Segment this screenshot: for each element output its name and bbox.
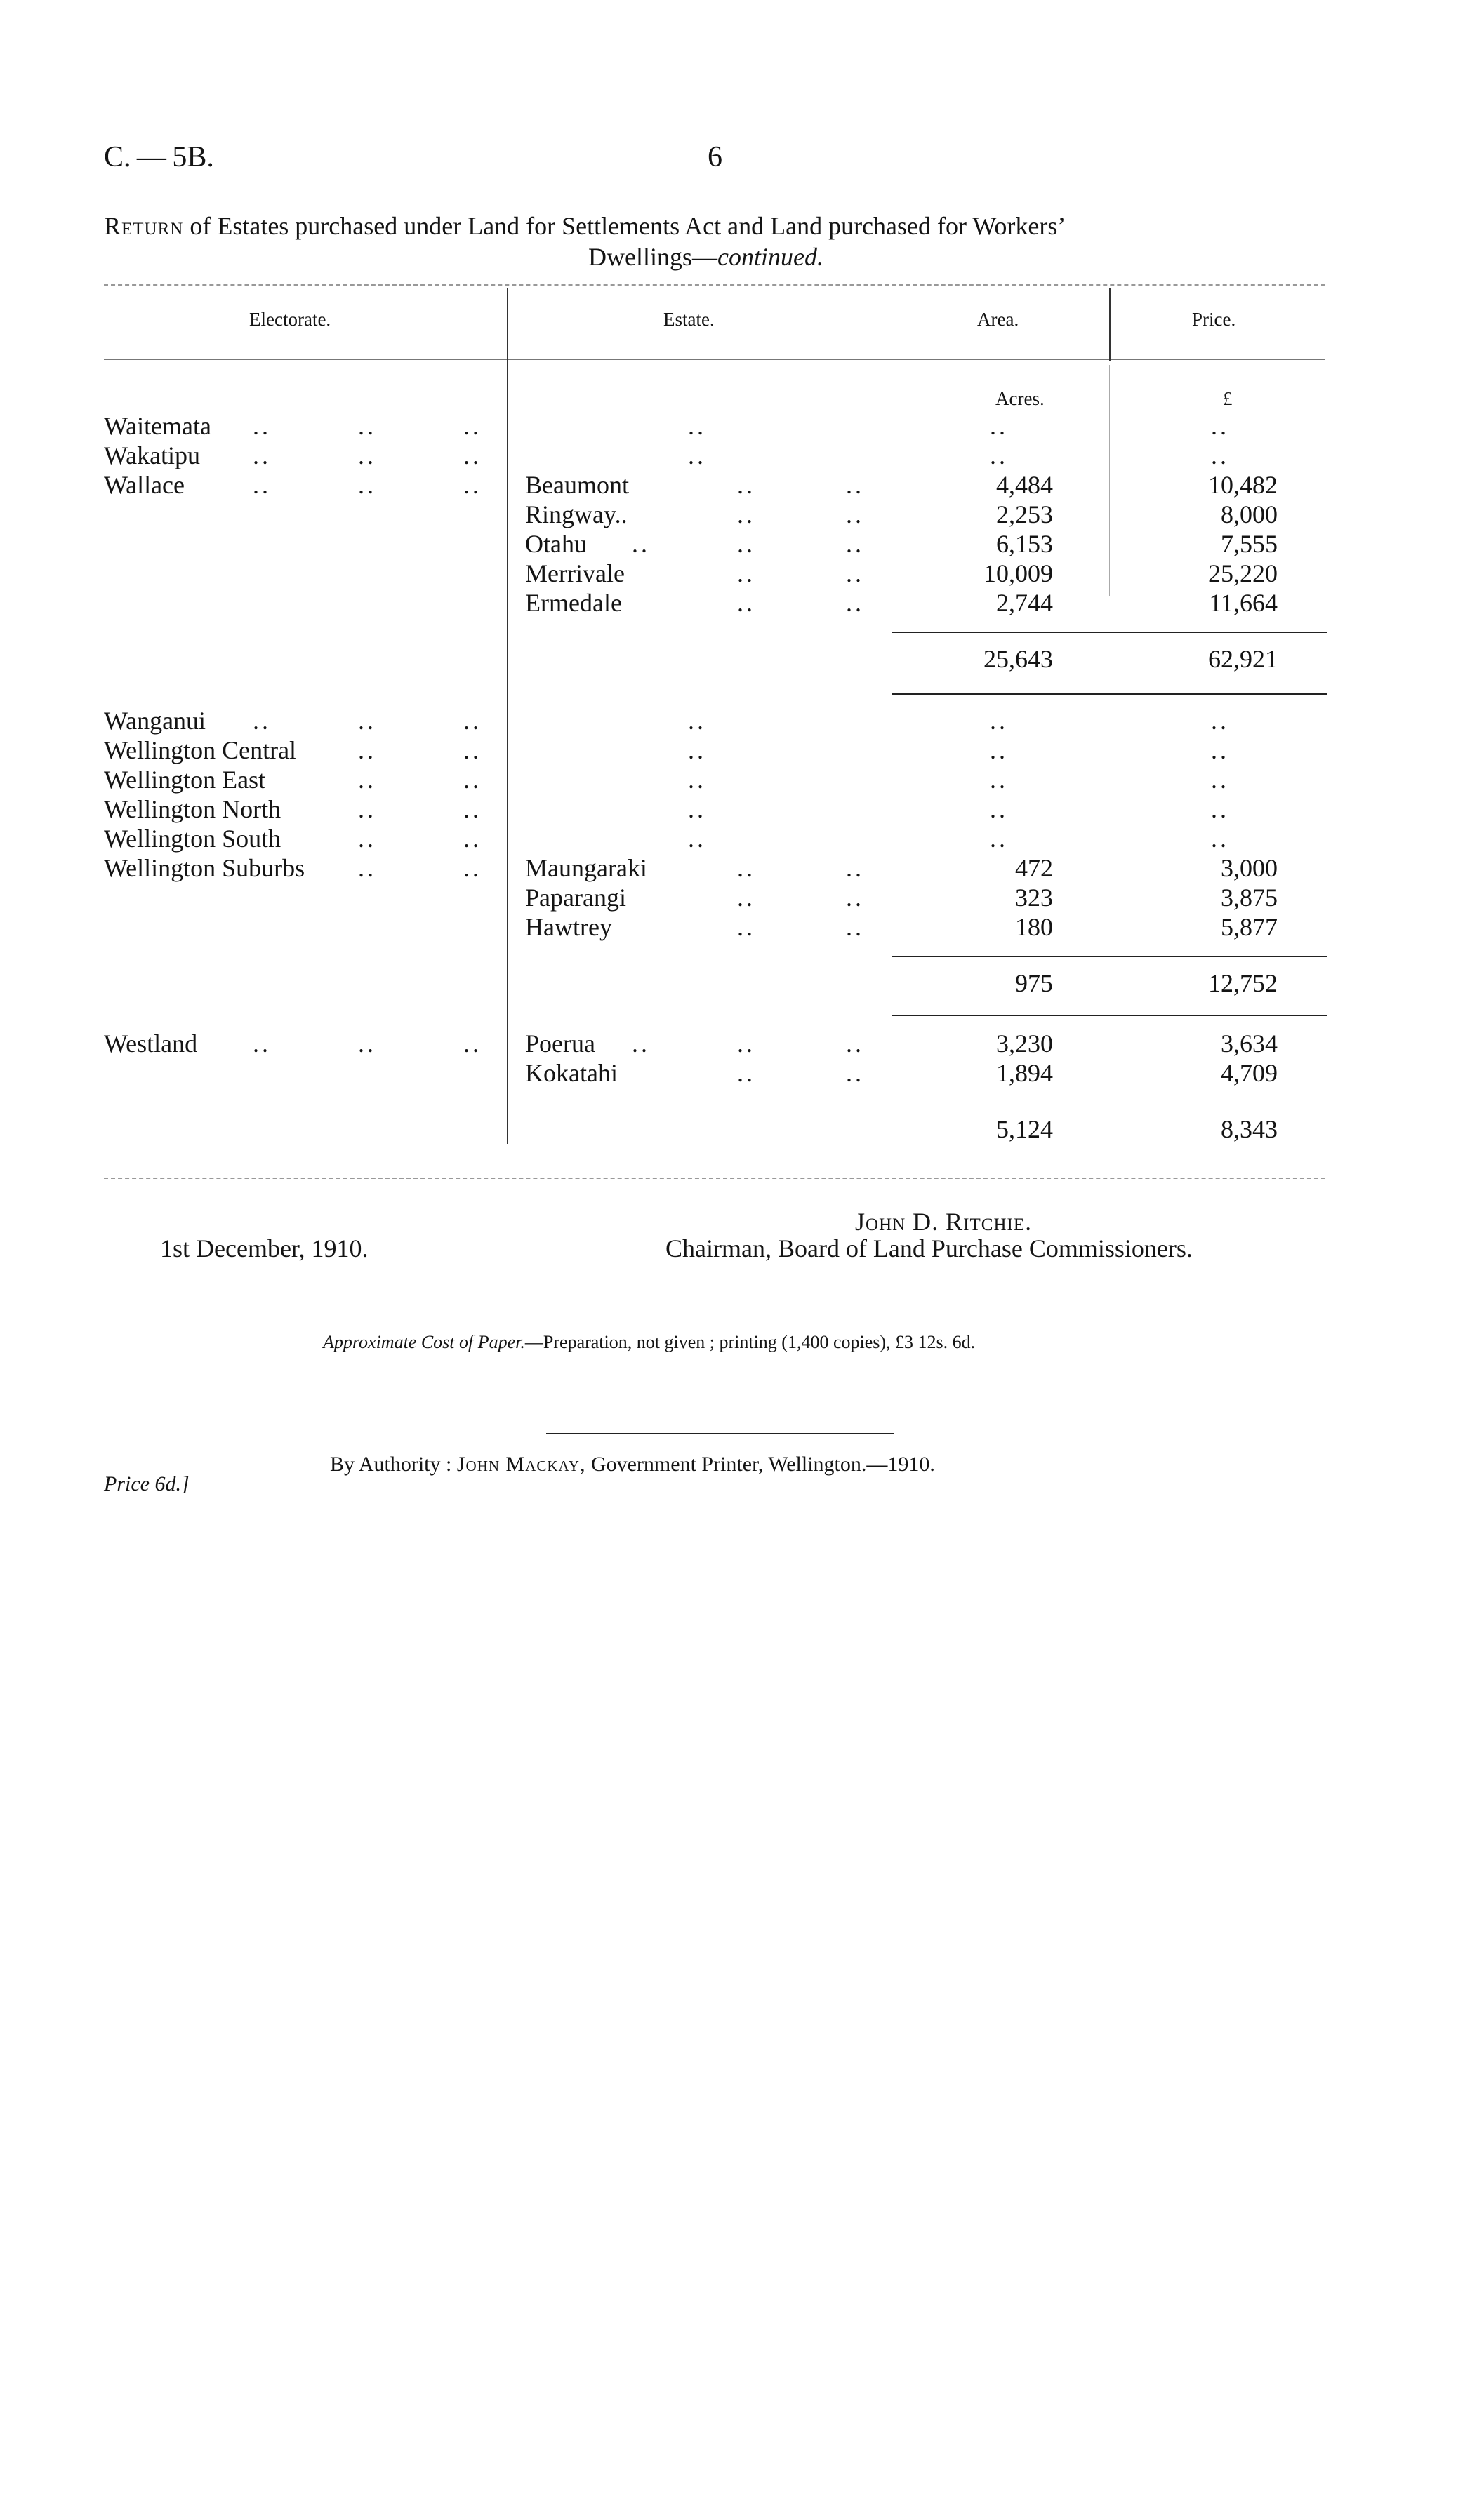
- estate-name: Hawtrey: [525, 913, 612, 941]
- estate-area: 4,484: [996, 471, 1053, 499]
- filler-dots: ..: [358, 441, 376, 469]
- filler-dots: ..: [253, 1029, 271, 1058]
- filler-dots: ..: [688, 795, 706, 823]
- filler-dots: ..: [1211, 412, 1229, 440]
- filler-dots: ..: [463, 471, 482, 499]
- table-row: [104, 411, 211, 441]
- filler-dots: ..: [358, 854, 376, 882]
- filler-dots: ..: [688, 766, 706, 794]
- header-bottom-rule: [104, 359, 1325, 360]
- filler-dots: ..: [846, 1059, 864, 1087]
- estate-name: Ringway..: [525, 500, 628, 528]
- filler-dots: ..: [632, 1029, 650, 1058]
- filler-dots: ..: [846, 913, 864, 941]
- filler-dots: ..: [253, 707, 271, 735]
- estate-price: 7,555: [1221, 530, 1278, 558]
- printing-cost-note: [323, 1332, 975, 1353]
- filler-dots: ..: [463, 825, 482, 853]
- filler-dots: ..: [1211, 441, 1229, 469]
- estate-area: 180: [1015, 913, 1053, 941]
- column-divider-price-head: [1109, 288, 1111, 361]
- filler-dots: ..: [846, 471, 864, 499]
- subtotal-price: 8,343: [1221, 1115, 1278, 1143]
- document-reference: C. — 5B.: [104, 141, 214, 173]
- title-line2-text: Dwellings—: [588, 243, 717, 271]
- filler-dots: ..: [846, 884, 864, 912]
- estate-area: 6,153: [996, 530, 1053, 558]
- title-line2-italic: continued.: [717, 243, 823, 271]
- filler-dots: ..: [990, 766, 1008, 794]
- printing-cost-text: —Preparation, not given ; printing (1,400 copies), £3 12s. 6d.: [524, 1332, 976, 1352]
- electorate-name: Wellington South: [104, 825, 281, 853]
- filler-dots: ..: [990, 441, 1008, 469]
- filler-dots: ..: [253, 412, 271, 440]
- filler-dots: ..: [358, 707, 376, 735]
- filler-dots: ..: [688, 412, 706, 440]
- signatory-name: John D. Ritchie.: [855, 1208, 1033, 1236]
- filler-dots: ..: [1211, 825, 1229, 853]
- filler-dots: ..: [990, 795, 1008, 823]
- title-lead-word: Return: [104, 212, 184, 240]
- filler-dots: ..: [737, 854, 755, 882]
- electorate-name: Wallace: [104, 471, 185, 499]
- filler-dots: ..: [463, 1029, 482, 1058]
- filler-dots: ..: [846, 589, 864, 617]
- subtotal-rule: [892, 1015, 1327, 1016]
- filler-dots: ..: [846, 559, 864, 587]
- estate-name: Paparangi: [525, 884, 626, 912]
- estate-price: 4,709: [1221, 1059, 1278, 1087]
- filler-dots: ..: [737, 884, 755, 912]
- estate-area: 472: [1015, 854, 1053, 882]
- filler-dots: ..: [463, 441, 482, 469]
- electorate-name: Wellington North: [104, 795, 281, 823]
- filler-dots: ..: [253, 441, 271, 469]
- estate-name: Beaumont: [525, 471, 629, 499]
- electorate-name: Wellington East: [104, 766, 266, 794]
- document-price: Price 6d.]: [104, 1472, 190, 1495]
- estate-area: 323: [1015, 884, 1053, 912]
- filler-dots: ..: [358, 795, 376, 823]
- estate-price: 3,000: [1221, 854, 1278, 882]
- filler-dots: ..: [737, 589, 755, 617]
- subtotal-area: 25,643: [983, 645, 1053, 673]
- filler-dots: ..: [990, 707, 1008, 735]
- table-row: [104, 441, 200, 470]
- estate-price: 11,664: [1209, 589, 1278, 617]
- filler-dots: ..: [846, 530, 864, 558]
- filler-dots: ..: [358, 471, 376, 499]
- unit-price: £: [1223, 388, 1233, 409]
- estate-price: 8,000: [1221, 500, 1278, 528]
- electorate-name: Wellington Central: [104, 736, 297, 764]
- filler-dots: ..: [463, 736, 482, 764]
- filler-dots: ..: [463, 412, 482, 440]
- filler-dots: ..: [737, 913, 755, 941]
- filler-dots: ..: [1211, 766, 1229, 794]
- filler-dots: ..: [990, 825, 1008, 853]
- filler-dots: ..: [463, 795, 482, 823]
- filler-dots: ..: [688, 441, 706, 469]
- filler-dots: ..: [846, 1029, 864, 1058]
- filler-dots: ..: [737, 559, 755, 587]
- estate-area: 3,230: [996, 1029, 1053, 1058]
- filler-dots: ..: [1211, 707, 1229, 735]
- estate-price: 3,634: [1221, 1029, 1278, 1058]
- filler-dots: ..: [688, 707, 706, 735]
- estate-area: 1,894: [996, 1059, 1053, 1087]
- subtotal-rule: [892, 956, 1327, 957]
- subtotal-price: 62,921: [1208, 645, 1278, 673]
- filler-dots: ..: [253, 471, 271, 499]
- filler-dots: ..: [463, 854, 482, 882]
- filler-dots: ..: [688, 736, 706, 764]
- estate-price: 5,877: [1221, 913, 1278, 941]
- estate-name: Ermedale: [525, 589, 622, 617]
- filler-dots: ..: [1211, 795, 1229, 823]
- filler-dots: ..: [463, 707, 482, 735]
- filler-dots: ..: [737, 471, 755, 499]
- column-header-price: Price.: [1192, 309, 1236, 330]
- page-number: 6: [708, 141, 722, 173]
- estate-name: Otahu: [525, 530, 587, 558]
- electorate-name: Wakatipu: [104, 441, 201, 469]
- subtotal-rule: [892, 693, 1327, 695]
- estate-name: Kokatahi: [525, 1059, 618, 1087]
- subtotal-rule: [892, 632, 1327, 633]
- subtotal-price: 12,752: [1208, 969, 1278, 997]
- imprint-rule: [546, 1433, 894, 1434]
- estate-area: 2,253: [996, 500, 1053, 528]
- electorate-name: Westland: [104, 1029, 198, 1058]
- filler-dots: ..: [358, 825, 376, 853]
- estate-area: 10,009: [983, 559, 1053, 587]
- filler-dots: ..: [737, 500, 755, 528]
- subtotal-area: 5,124: [996, 1115, 1053, 1143]
- estate-name: Maungaraki: [525, 854, 647, 882]
- filler-dots: ..: [358, 766, 376, 794]
- electorate-name: Wanganui: [104, 707, 206, 735]
- estate-price: 3,875: [1221, 884, 1278, 912]
- table-title-line1: [104, 211, 1066, 241]
- electorate-name: Wellington Suburbs: [104, 854, 305, 882]
- signature-date: 1st December, 1910.: [160, 1234, 369, 1262]
- filler-dots: ..: [990, 412, 1008, 440]
- subtotal-area: 975: [1015, 969, 1053, 997]
- estate-area: 2,744: [996, 589, 1053, 617]
- column-header-electorate: Electorate.: [249, 309, 331, 330]
- table-bottom-rule: [104, 1178, 1325, 1179]
- imprint-text: Government Printer, Wellington.—1910.: [585, 1453, 935, 1476]
- filler-dots: ..: [632, 530, 650, 558]
- filler-dots: ..: [846, 500, 864, 528]
- table-title-line2: [588, 241, 823, 272]
- filler-dots: ..: [990, 736, 1008, 764]
- estate-name: Poerua: [525, 1029, 595, 1058]
- column-divider-price: [1109, 365, 1110, 596]
- printer-imprint: [330, 1453, 935, 1476]
- estate-price: 10,482: [1208, 471, 1278, 499]
- printing-cost-label: Approximate Cost of Paper.: [323, 1332, 525, 1352]
- filler-dots: ..: [688, 825, 706, 853]
- unit-area: Acres.: [995, 388, 1045, 409]
- printer-name: John Mackay,: [456, 1453, 586, 1476]
- estate-name: Merrivale: [525, 559, 625, 587]
- filler-dots: ..: [463, 766, 482, 794]
- filler-dots: ..: [358, 736, 376, 764]
- signatory-title: Chairman, Board of Land Purchase Commissioners.: [665, 1234, 1193, 1262]
- filler-dots: ..: [737, 1029, 755, 1058]
- filler-dots: ..: [737, 1059, 755, 1087]
- column-header-area: Area.: [977, 309, 1019, 330]
- column-divider-estate: [507, 288, 508, 1144]
- table-top-rule: [104, 284, 1325, 286]
- estate-price: 25,220: [1208, 559, 1278, 587]
- filler-dots: ..: [1211, 736, 1229, 764]
- filler-dots: ..: [737, 530, 755, 558]
- electorate-name: Waitemata: [104, 412, 212, 440]
- filler-dots: ..: [358, 1029, 376, 1058]
- filler-dots: ..: [358, 412, 376, 440]
- imprint-prefix: By Authority :: [330, 1453, 457, 1476]
- title-line1-text: of Estates purchased under Land for Settlements Act and Land purchased for Workers’: [190, 212, 1066, 240]
- column-header-estate: Estate.: [663, 309, 715, 330]
- filler-dots: ..: [846, 854, 864, 882]
